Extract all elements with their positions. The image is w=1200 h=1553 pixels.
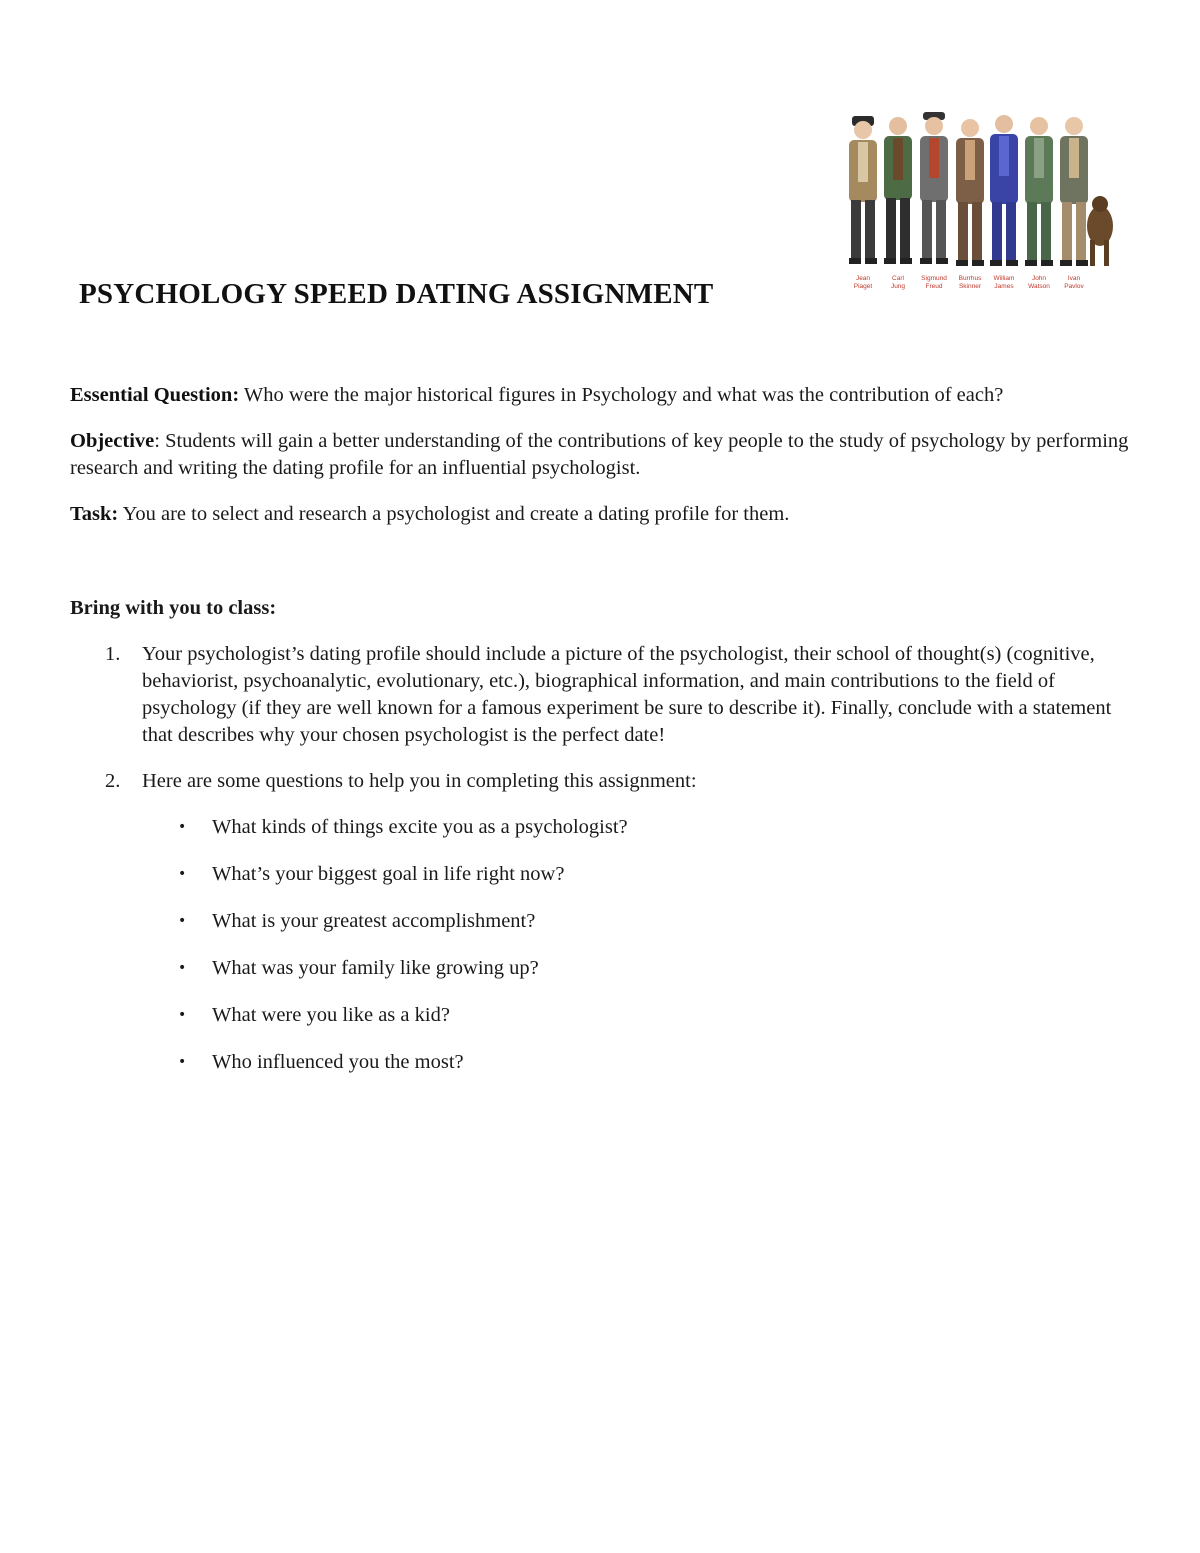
list-item: [70, 768, 1140, 1076]
figure-name-label: Freud: [925, 283, 943, 290]
psychologists-illustration: [838, 108, 1123, 303]
dog-illustration: [1087, 196, 1113, 266]
psychologists-illustration-svg: [838, 108, 1123, 303]
bullet-icon: •: [178, 819, 187, 835]
question-item: [142, 1049, 1140, 1076]
question-text: What was your family like growing up?: [212, 957, 539, 979]
figure-name-label: James: [994, 283, 1014, 290]
bullet-icon: •: [178, 1054, 187, 1070]
essential-question-text: Who were the major historical figures in Psychology and what was the contribution of each?: [239, 384, 1004, 406]
figure-watson: [1025, 117, 1053, 266]
figure-name-label: Carl: [892, 275, 904, 282]
figure-name-label: Jung: [890, 283, 906, 290]
document-title: PSYCHOLOGY SPEED DATING ASSIGNMENT: [79, 278, 714, 310]
figure-name-label: Pavlov: [1064, 283, 1084, 290]
section-spacer: [70, 547, 1140, 595]
document-body: [70, 382, 1140, 1096]
figure-name-label: Jean: [855, 275, 871, 282]
figure-name-label: Piaget: [853, 283, 873, 290]
essential-question-label: Essential Question:: [70, 384, 240, 406]
list-item: [70, 641, 1140, 749]
bullet-icon: •: [178, 913, 187, 929]
question-text: What is your greatest accomplishment?: [212, 910, 536, 932]
figure-name-label: John: [1031, 275, 1047, 282]
list-item-text: Here are some questions to help you in completing this assignment:: [142, 770, 697, 792]
figure-freud: [920, 112, 948, 264]
figure-pavlov: [1060, 117, 1088, 266]
objective-text: : Students will gain a better understanding of the contributions of key people to the study of psychology by performing research and writing the dating profile for an influential psychologist.: [70, 430, 1129, 479]
requirements-list: [70, 641, 1140, 1076]
task: [70, 501, 1140, 528]
figure-labels: [854, 275, 1085, 290]
question-text: Who influenced you the most?: [212, 1051, 464, 1073]
figure-name-label: Ivan: [1067, 275, 1081, 282]
question-item: [142, 1002, 1140, 1029]
objective: [70, 428, 1140, 482]
figure-name-label: Watson: [1028, 283, 1050, 290]
list-item-text: Your psychologist’s dating profile should include a picture of the psychologist, their school of thought(s) (cognitive, behaviorist, psychoanalytic, evolutionary, etc.), biographical information, and main contributions to the field of psychology (if they are well known for a famous experiment be sure to describe it). Finally, conclude with a statement that describes why your chosen psychologist is the perfect date!: [142, 643, 1112, 746]
questions-list: [142, 814, 1140, 1076]
bullet-icon: •: [178, 1007, 187, 1023]
bullet-icon: •: [178, 960, 187, 976]
task-text: You are to select and research a psychologist and create a dating profile for them.: [118, 503, 790, 525]
figure-name-label: William: [993, 275, 1015, 282]
question-text: What kinds of things excite you as a psychologist?: [212, 816, 628, 838]
list-item-number: 1.: [105, 643, 121, 665]
figure-name-label: Skinner: [958, 283, 982, 290]
question-item: [142, 908, 1140, 935]
figure-skinner: [956, 119, 984, 266]
essential-question: [70, 382, 1140, 409]
bullet-icon: •: [178, 866, 187, 882]
question-text: What’s your biggest goal in life right now?: [212, 863, 565, 885]
question-item: [142, 861, 1140, 888]
list-item-number: 2.: [105, 770, 121, 792]
bring-heading: Bring with you to class:: [70, 597, 277, 619]
figure-name-label: Sigmund: [921, 275, 947, 282]
question-item: [142, 814, 1140, 841]
figure-piaget: [849, 116, 877, 264]
objective-label: Objective: [70, 430, 155, 452]
question-text: What were you like as a kid?: [212, 1004, 450, 1026]
figure-jung: [884, 117, 912, 264]
task-label: Task:: [70, 503, 119, 525]
question-item: [142, 955, 1140, 982]
figure-james: [990, 115, 1018, 266]
figure-name-label: Burrhus: [958, 275, 982, 282]
